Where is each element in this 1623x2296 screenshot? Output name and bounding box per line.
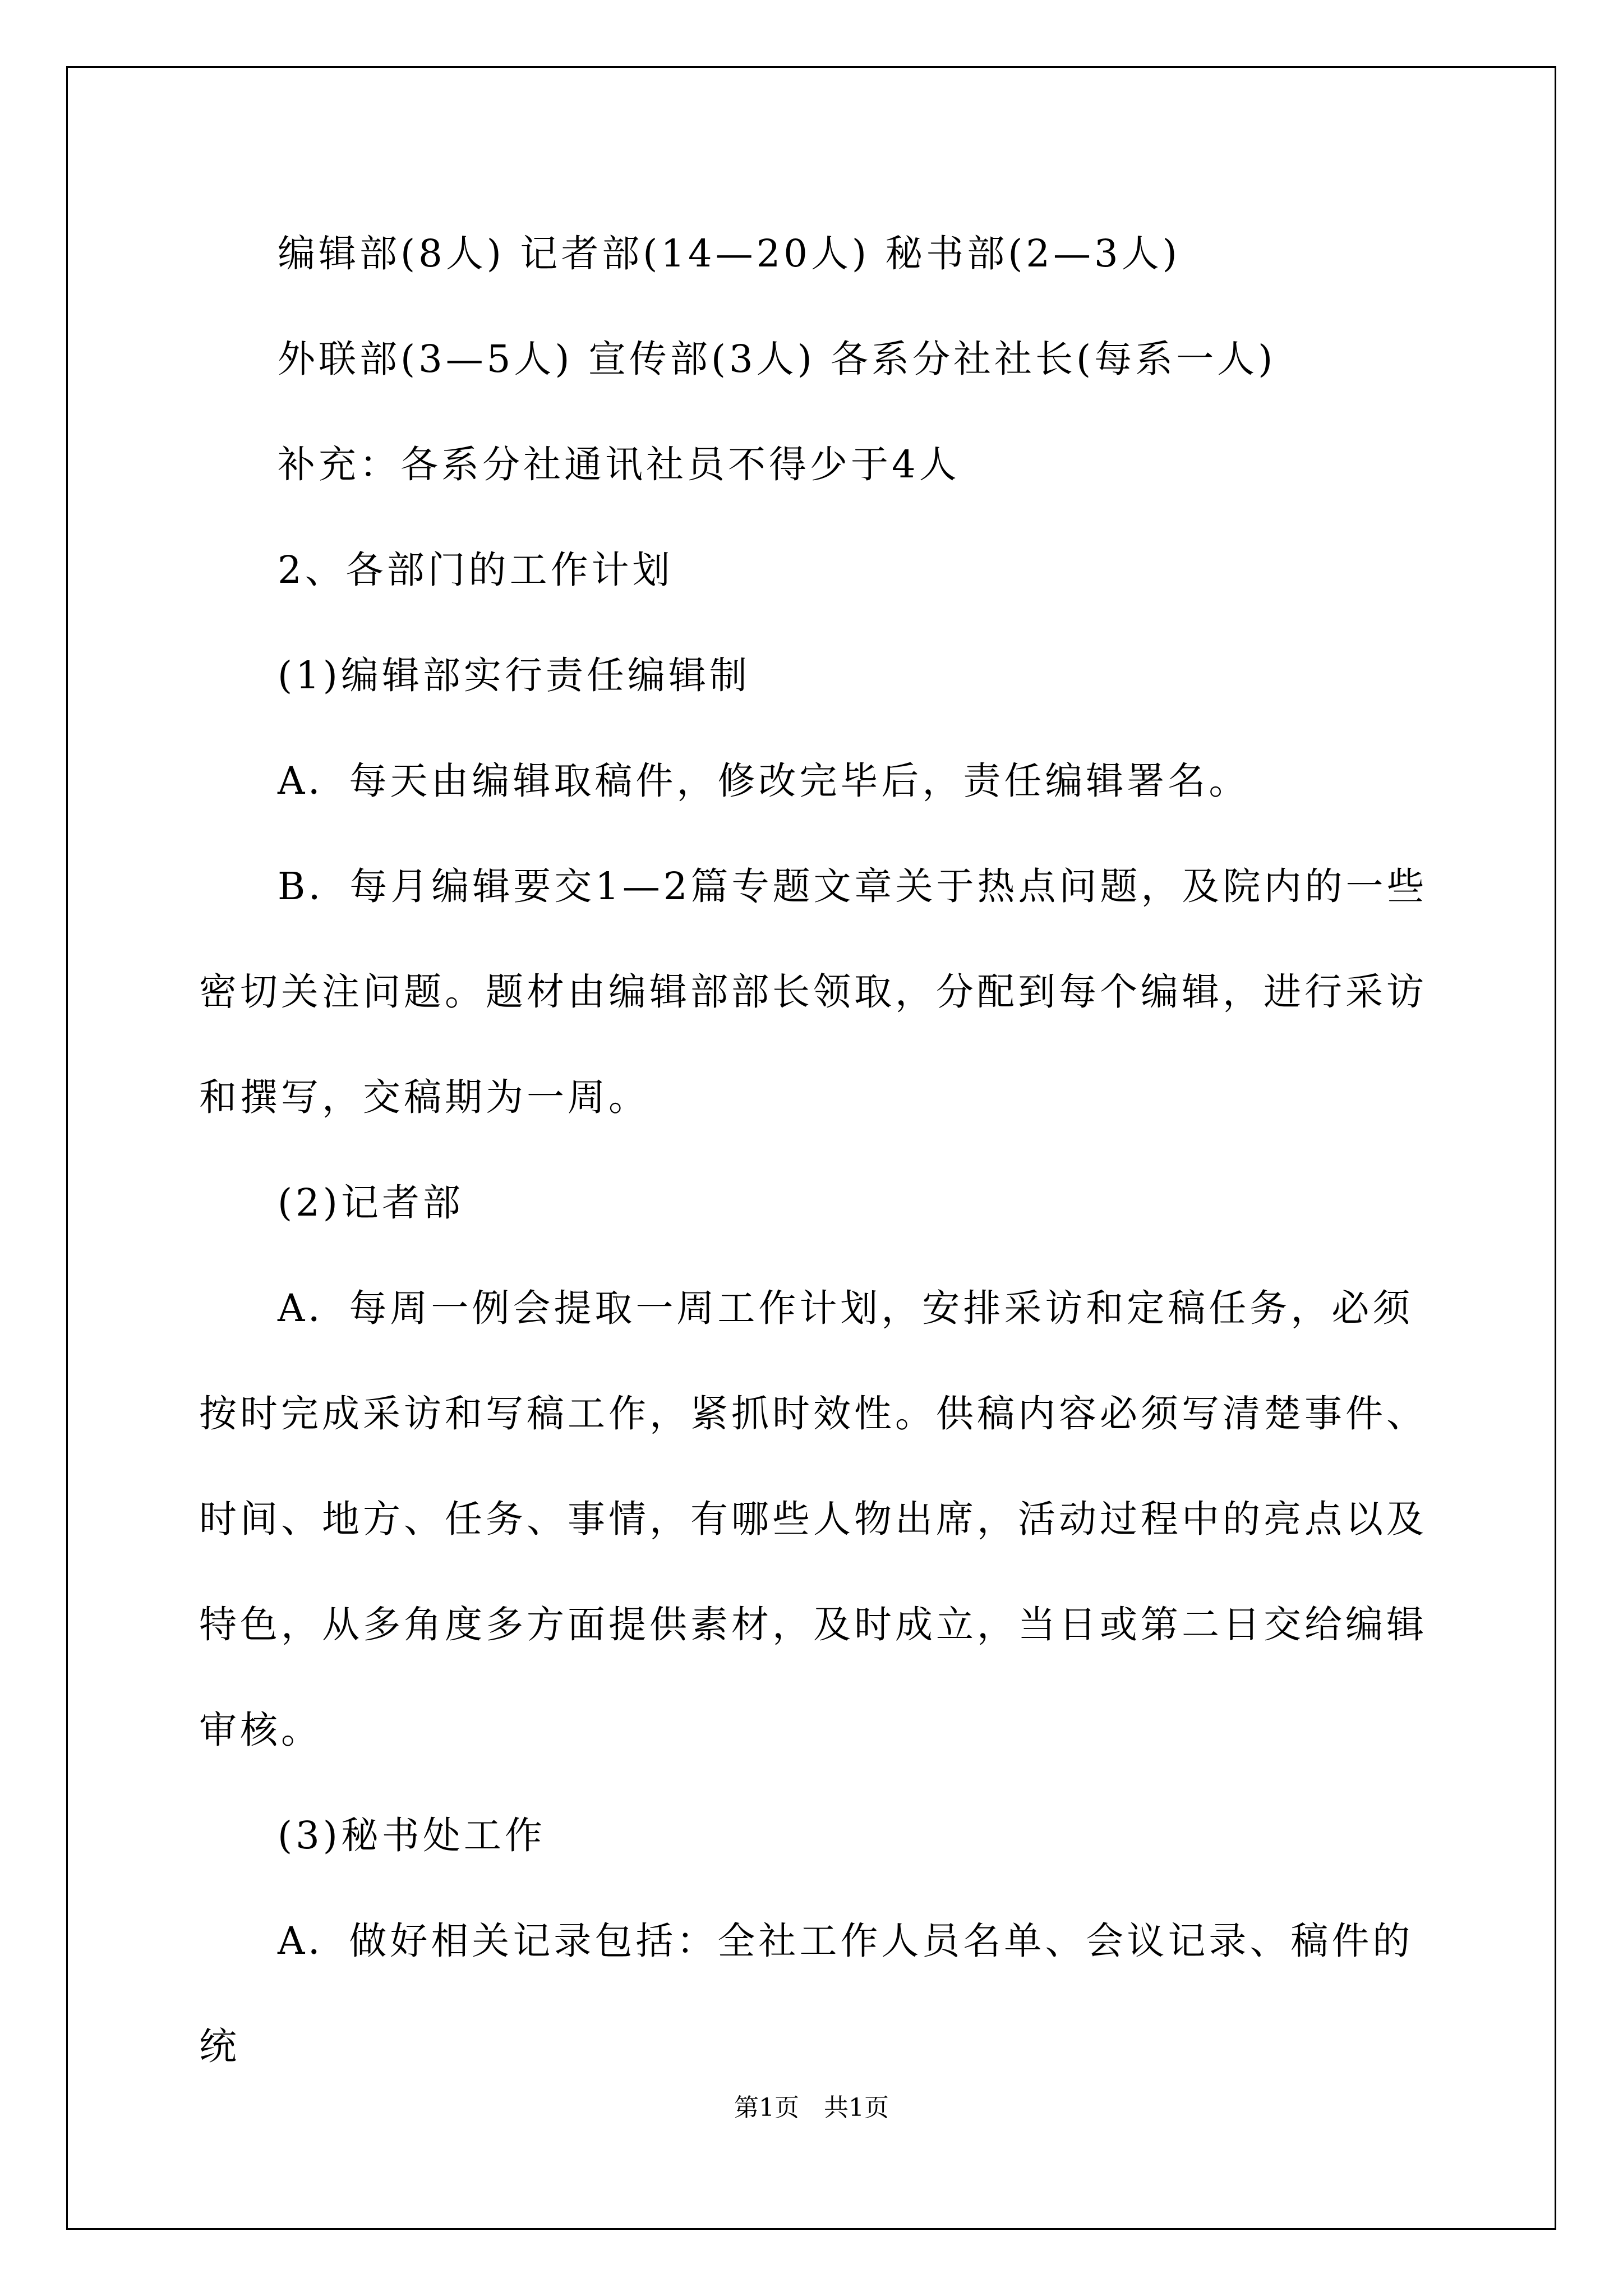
page-number-footer: 第1页 共1页 [734,2093,889,2122]
paragraph-editorial-a: A．每天由编辑取稿件，修改完毕后，责任编辑署名。 [278,759,1250,803]
document-body [199,201,1433,2099]
paragraph-editorial-b: B．每月编辑要交1—2篇专题文章关于热点问题，及院内的一些密切关注问题。题材由编辑部部长领取，分配到每个编辑，进行采访和撰写，交稿期为一周。 [199,864,1428,1119]
paragraph-departments-2: 外联部(3—5人) 宣传部(3人) 各系分社社长(每系一人) [278,337,1276,381]
subheading-editorial: (1)编辑部实行责任编辑制 [278,654,750,697]
paragraph-reporters-a: A．每周一例会提取一周工作计划，安排采访和定稿任务，必须按时完成采访和写稿工作，紧抓时效性。供稿内容必须写清楚事件、时间、地方、任务、事情，有哪些人物出席，活动过程中的亮点以及特色，从多角度多方面提供素材，及时成立，当日或第二日交给编辑审核。 [199,1286,1427,1752]
subheading-secretariat: (3)秘书处工作 [278,1814,546,1857]
paragraph-secretariat-a: A．做好相关记录包括：全社工作人员名单、会议记录、稿件的统 [199,1919,1414,2068]
paragraph-supplement: 补充：各系分社通讯社员不得少于4人 [278,443,960,486]
subheading-reporters: (2)记者部 [278,1181,464,1225]
paragraph-departments-1: 编辑部(8人) 记者部(14—20人) 秘书部(2—3人) [278,232,1181,275]
section-heading-work-plan: 2、各部门的工作计划 [278,548,674,592]
